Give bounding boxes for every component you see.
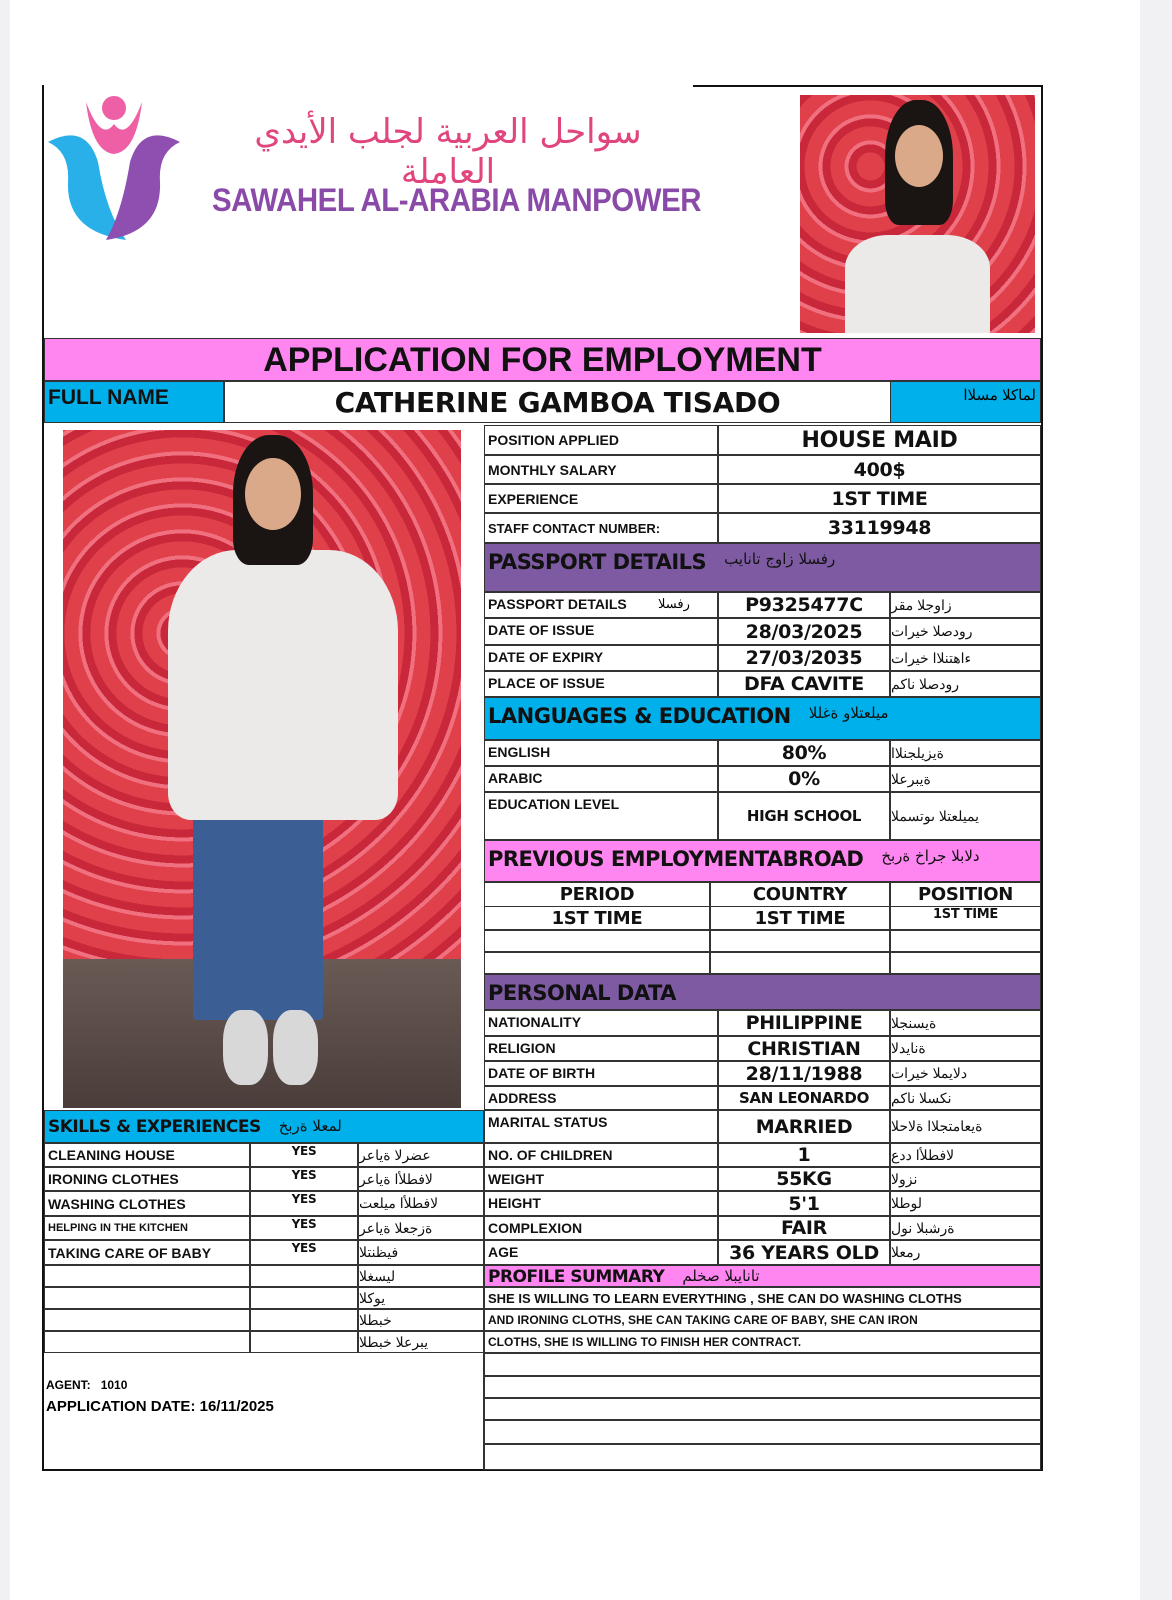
profile-summary-line xyxy=(484,1444,1041,1470)
skill-label: CLEANING HOUSE xyxy=(44,1143,250,1167)
previous-column-header: PERIOD xyxy=(484,882,710,906)
personal-row-label: RELIGION xyxy=(484,1036,718,1061)
previous-employment-cell xyxy=(890,930,1041,952)
skill-value xyxy=(250,1265,358,1287)
job-field-label: STAFF CONTACT NUMBER: xyxy=(484,513,718,543)
passport-section-header xyxy=(484,543,1041,592)
language-row-label-arabic: ةيزيلجنلاا xyxy=(890,740,1041,766)
personal-row-value: MARRIED xyxy=(718,1110,890,1143)
passport-row-value: DFA CAVITE xyxy=(718,671,890,697)
skill-label xyxy=(44,1309,250,1331)
language-row-label-arabic: يميلعتلا ىوتسملا xyxy=(890,792,1041,840)
skill-value: YES xyxy=(250,1240,358,1265)
job-field-value: 1ST TIME xyxy=(718,484,1041,513)
skill-value: YES xyxy=(250,1167,358,1191)
passport-row-value: 27/03/2035 xyxy=(718,645,890,671)
previous-employment-cell: 1ST TIME xyxy=(710,906,890,930)
full-name-value: CATHERINE GAMBOA TISADO xyxy=(224,381,891,423)
personal-row-value: PHILIPPINE xyxy=(718,1010,890,1036)
job-field-label: EXPERIENCE xyxy=(484,484,718,513)
previous-column-header: COUNTRY xyxy=(710,882,890,906)
skill-label-arabic: فيظنتلا xyxy=(358,1240,484,1265)
language-row-value: 80% xyxy=(718,740,890,766)
passport-row-value: P9325477C xyxy=(718,592,890,618)
language-row-label-arabic: ةيبرعلا xyxy=(890,766,1041,792)
passport-row-label: PLACE OF ISSUE xyxy=(484,671,718,697)
language-row-value: 0% xyxy=(718,766,890,792)
agent-value: 1010 xyxy=(100,1378,128,1392)
page-title: APPLICATION FOR EMPLOYMENT xyxy=(44,338,1041,381)
job-field-value: HOUSE MAID xyxy=(718,425,1041,455)
personal-row-label-arabic: نكسلا ناكم xyxy=(890,1086,1041,1110)
applicant-photo-small xyxy=(800,95,1035,333)
skill-label: IRONING CLOTHES xyxy=(44,1167,250,1191)
personal-row-label: HEIGHT xyxy=(484,1191,718,1216)
skill-label xyxy=(44,1287,250,1309)
languages-section-header xyxy=(484,697,1041,740)
personal-row-label: WEIGHT xyxy=(484,1167,718,1191)
profile-summary-line: SHE IS WILLING TO LEARN EVERYTHING , SHE CAN DO WASHING CLOTHS xyxy=(484,1287,1041,1309)
personal-row-label-arabic: ةرشبلا نول xyxy=(890,1216,1041,1240)
passport-row-label: DATE OF ISSUE xyxy=(484,618,718,645)
section-title: SKILLS & EXPERIENCES xyxy=(48,1117,261,1137)
previous-employment-cell xyxy=(710,952,890,974)
passport-label-arabic: رفسلا xyxy=(658,596,690,611)
skills-section-header xyxy=(44,1110,484,1143)
section-title: PROFILE SUMMARY xyxy=(488,1267,665,1287)
personal-row-label: NATIONALITY xyxy=(484,1010,718,1036)
personal-data-header xyxy=(484,974,1041,1010)
personal-row-label: AGE xyxy=(484,1240,718,1265)
full-name-label-arabic: لماكلا مسلاا xyxy=(890,381,1041,423)
personal-row-label: NO. OF CHILDREN xyxy=(484,1143,718,1167)
previous-employment-header xyxy=(484,840,1041,882)
company-name-arabic: سواحل العربية لجلب الأيدي العاملة xyxy=(254,112,642,192)
job-field-value: 400$ xyxy=(718,455,1041,484)
personal-row-label: DATE OF BIRTH xyxy=(484,1061,718,1086)
skill-label-arabic: ليسغلا xyxy=(358,1265,484,1287)
application-date: APPLICATION DATE: 16/11/2025 xyxy=(46,1398,274,1415)
passport-row-label: PASSPORT DETAILS xyxy=(484,592,718,618)
section-title: PASSPORT DETAILS xyxy=(488,550,707,574)
personal-row-label-arabic: ةيعامتجلاا ةلاحلا xyxy=(890,1110,1041,1143)
skill-label-arabic: يوكلا xyxy=(358,1287,484,1309)
skill-label-arabic: يبرعلا خبطلا xyxy=(358,1331,484,1353)
section-title-arabic: رفسلا زاوج تانايب xyxy=(724,550,836,568)
passport-row-label: DATE OF EXPIRY xyxy=(484,645,718,671)
job-field-label: POSITION APPLIED xyxy=(484,425,718,455)
skill-value: YES xyxy=(250,1216,358,1240)
language-row-value: HIGH SCHOOL xyxy=(718,792,890,840)
language-row-label: ARABIC xyxy=(484,766,718,792)
profile-summary-line xyxy=(484,1376,1041,1398)
previous-column-header: POSITION xyxy=(890,882,1041,906)
language-row-label: ENGLISH xyxy=(484,740,718,766)
section-title: LANGUAGES & EDUCATION xyxy=(488,704,791,728)
previous-employment-cell xyxy=(710,930,890,952)
personal-row-value: 28/11/1988 xyxy=(718,1061,890,1086)
skill-label: HELPING IN THE KITCHEN xyxy=(44,1216,250,1240)
skill-label-arabic: لافطلأا ةياعر xyxy=(358,1167,484,1191)
personal-row-label-arabic: لوطلا xyxy=(890,1191,1041,1216)
profile-summary-line: CLOTHS, SHE IS WILLING TO FINISH HER CONTRACT. xyxy=(484,1331,1041,1353)
personal-row-label: ADDRESS xyxy=(484,1086,718,1110)
personal-row-label-arabic: ةنايدلا xyxy=(890,1036,1041,1061)
personal-row-label-arabic: رمعلا xyxy=(890,1240,1041,1265)
previous-employment-cell: 1ST TIME xyxy=(484,906,710,930)
skill-label-arabic: خبطلا xyxy=(358,1309,484,1331)
section-title-arabic: تانايبلا صخلم xyxy=(682,1267,760,1285)
personal-row-value: 1 xyxy=(718,1143,890,1167)
personal-row-value: FAIR xyxy=(718,1216,890,1240)
passport-row-label-arabic: زاوجلا مقر xyxy=(890,592,1041,618)
profile-summary-header xyxy=(484,1265,1041,1287)
agent-field xyxy=(46,1378,127,1392)
passport-row-label-arabic: رودصلا ناكم xyxy=(890,671,1041,697)
profile-summary-line: AND IRONING CLOTHS, SHE CAN TAKING CARE OF BABY, SHE CAN IRON xyxy=(484,1309,1041,1331)
personal-row-label-arabic: ةيسنجلا xyxy=(890,1010,1041,1036)
previous-employment-cell xyxy=(890,952,1041,974)
skill-value xyxy=(250,1287,358,1309)
personal-row-label-arabic: نزولا xyxy=(890,1167,1041,1191)
skill-value: YES xyxy=(250,1143,358,1167)
personal-row-value: 36 YEARS OLD xyxy=(718,1240,890,1265)
profile-summary-line xyxy=(484,1353,1041,1376)
skill-label-arabic: عضرلا ةياعر xyxy=(358,1143,484,1167)
personal-row-value: CHRISTIAN xyxy=(718,1036,890,1061)
personal-row-label-arabic: لافطلأا ددع xyxy=(890,1143,1041,1167)
skill-value xyxy=(250,1331,358,1353)
skill-value: YES xyxy=(250,1191,358,1216)
company-name: SAWAHEL AL-ARABIA MANPOWER xyxy=(212,182,702,218)
skill-label: WASHING CLOTHES xyxy=(44,1191,250,1216)
personal-row-label-arabic: دلايملا خيرات xyxy=(890,1061,1041,1086)
previous-employment-cell xyxy=(484,930,710,952)
section-title-arabic: ميلعتلاو ةغللا xyxy=(808,704,889,722)
divider xyxy=(483,1353,484,1470)
personal-row-value: 5'1 xyxy=(718,1191,890,1216)
skill-label: TAKING CARE OF BABY xyxy=(44,1240,250,1265)
previous-employment-cell: 1ST TIME xyxy=(890,906,1041,930)
section-title: PREVIOUS EMPLOYMENTABROAD xyxy=(488,847,864,871)
section-title: PERSONAL DATA xyxy=(488,981,676,1005)
applicant-photo-full xyxy=(63,430,461,1108)
company-logo xyxy=(46,92,182,242)
personal-row-label: COMPLEXION xyxy=(484,1216,718,1240)
profile-summary-line xyxy=(484,1420,1041,1444)
full-name-label: FULL NAME xyxy=(44,381,224,423)
skill-value xyxy=(250,1309,358,1331)
skill-label-arabic: ةزجعلا ةياعر xyxy=(358,1216,484,1240)
job-field-label: MONTHLY SALARY xyxy=(484,455,718,484)
agent-label: AGENT: xyxy=(46,1378,91,1392)
previous-employment-cell xyxy=(484,952,710,974)
passport-row-label-arabic: ءاهتنلاا خيرات xyxy=(890,645,1041,671)
skill-label xyxy=(44,1265,250,1287)
passport-row-value: 28/03/2025 xyxy=(718,618,890,645)
language-row-label: EDUCATION LEVEL xyxy=(484,792,718,840)
section-title-arabic: لمعلا ةربخ xyxy=(278,1117,342,1135)
skill-label xyxy=(44,1331,250,1353)
section-title-arabic: دلابلا جراخ ةربخ xyxy=(881,847,980,865)
personal-row-label: MARITAL STATUS xyxy=(484,1110,718,1143)
personal-row-value: SAN LEONARDO xyxy=(718,1086,890,1110)
job-field-value: 33119948 xyxy=(718,513,1041,543)
skill-label-arabic: لافطلأا ميلعت xyxy=(358,1191,484,1216)
profile-summary-line xyxy=(484,1398,1041,1420)
personal-row-value: 55KG xyxy=(718,1167,890,1191)
passport-row-label-arabic: رودصلا خيرات xyxy=(890,618,1041,645)
